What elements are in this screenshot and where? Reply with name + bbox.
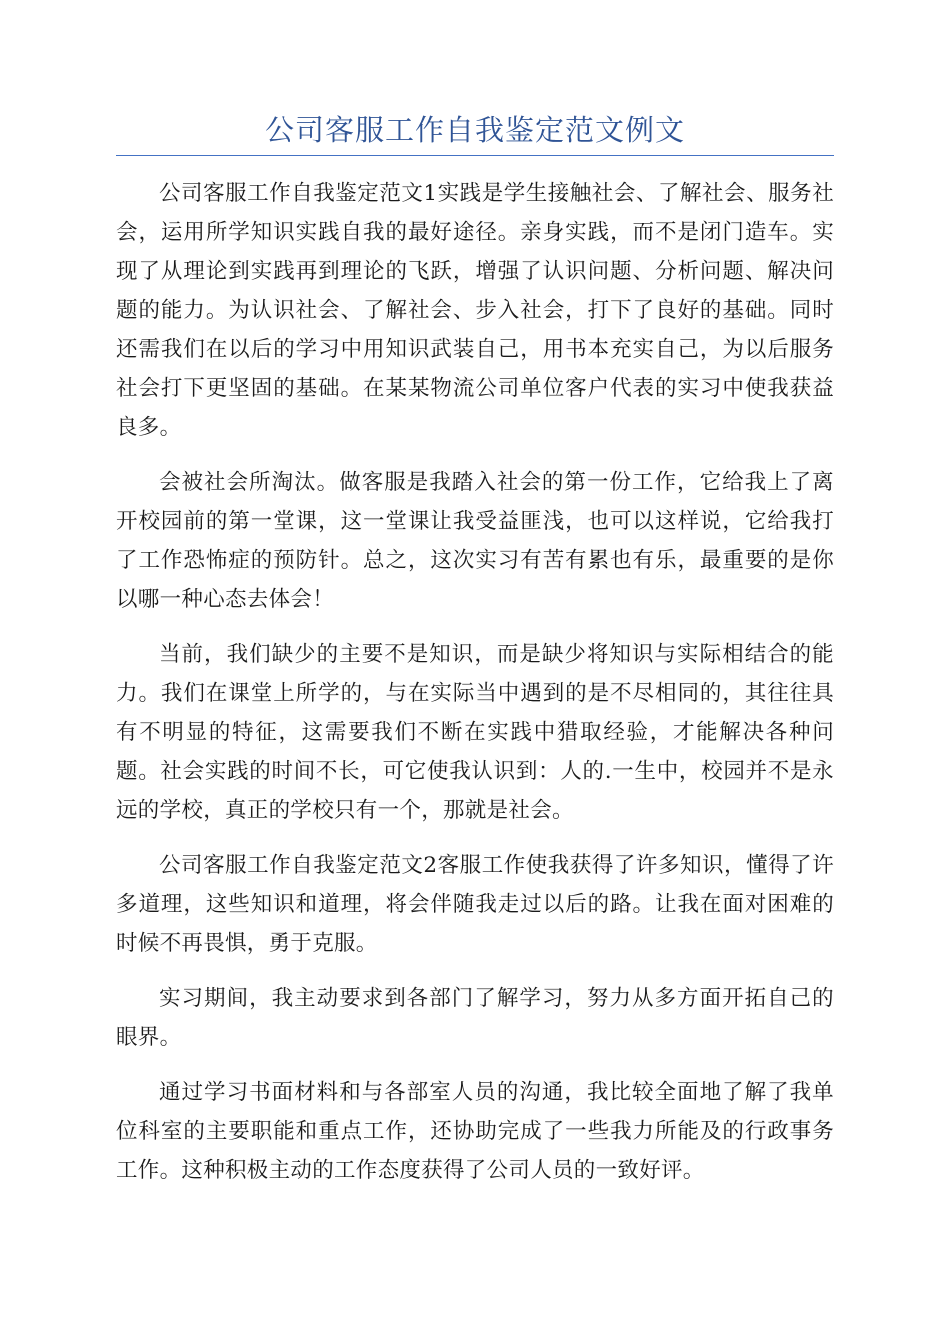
paragraph-4: 公司客服工作自我鉴定范文2客服工作使我获得了许多知识，懂得了许多道理，这些知识和道理，将会伴随我走过以后的路。让我在面对困难的时候不再畏惧，勇于克服。 [116, 853, 834, 956]
paragraph-5: 实习期间，我主动要求到各部门了解学习，努力从多方面开拓自己的眼界。 [116, 986, 834, 1050]
title-underline [116, 155, 834, 156]
document-title: 公司客服工作自我鉴定范文例文 [264, 113, 685, 147]
paragraph-2: 会被社会所淘汰。做客服是我踏入社会的第一份工作，它给我上了离开校园前的第一堂课，这一堂课让我受益匪浅，也可以这样说，它给我打了工作恐怖症的预防针。总之，这次实习有苦有累也有乐，最重要的是你以哪一种心态去体会！ [116, 470, 834, 612]
paragraph-1: 公司客服工作自我鉴定范文1实践是学生接触社会、了解社会、服务社会，运用所学知识实践自我的最好途径。亲身实践，而不是闭门造车。实现了从理论到实践再到理论的飞跃，增强了认识问题、分析问题、解决问题的能力。为认识社会、了解社会、步入社会，打下了良好的基础。同时还需我们在以后的学习中用知识武装自己，用书本充实自己，为以后服务社会打下更坚固的基础。在某某物流公司单位客户代表的实习中使我获益良多。 [116, 181, 834, 440]
document-body [116, 174, 834, 1206]
paragraph-6: 通过学习书面材料和与各部室人员的沟通，我比较全面地了解了我单位科室的主要职能和重点工作，还协助完成了一些我力所能及的行政事务工作。这种积极主动的工作态度获得了公司人员的一致好评。 [116, 1080, 834, 1183]
paragraph-3: 当前，我们缺少的主要不是知识，而是缺少将知识与实际相结合的能力。我们在课堂上所学的，与在实际当中遇到的是不尽相同的，其往往具有不明显的特征，这需要我们不断在实践中猎取经验，才能解决各种问题。社会实践的时间不长，可它使我认识到：人的.一生中，校园并不是永远的学校，真正的学校只有一个，那就是社会。 [116, 642, 834, 823]
